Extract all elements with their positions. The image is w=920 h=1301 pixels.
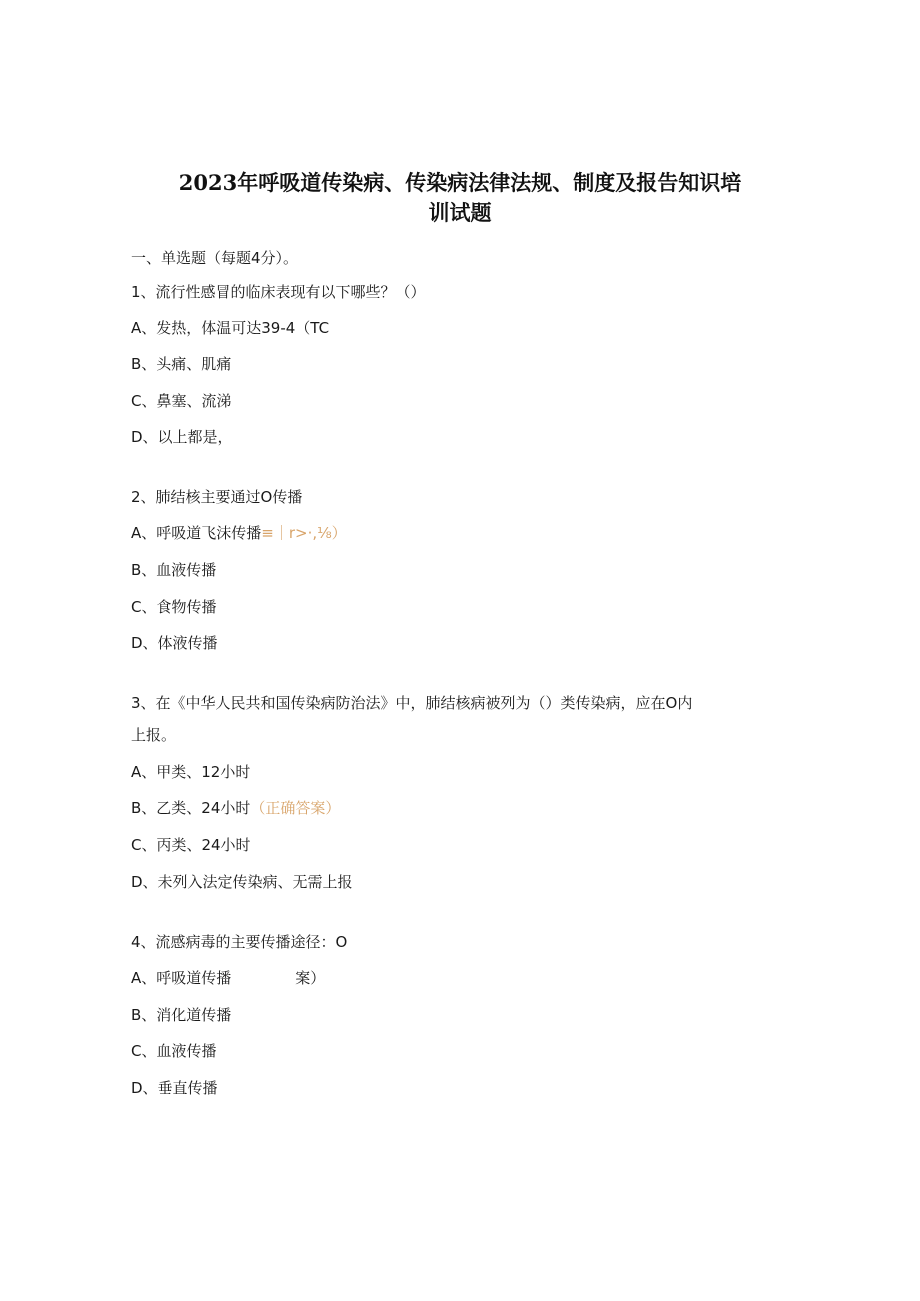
option-text: B、消化道传播 bbox=[131, 1006, 232, 1024]
answer-note: （正确答案） bbox=[250, 799, 341, 817]
question-2-stem: 2、肺结核主要通过O传播 bbox=[131, 488, 303, 506]
question-1-option-b bbox=[131, 353, 231, 375]
option-text: D、体液传播 bbox=[131, 634, 218, 652]
question-1-option-d bbox=[131, 426, 233, 448]
option-text: D、以上都是， bbox=[131, 428, 233, 446]
option-text: D、垂直传播 bbox=[131, 1079, 218, 1097]
option-text: B、头痛、肌痛 bbox=[131, 355, 232, 373]
question-1-option-c bbox=[131, 390, 231, 412]
option-text: A、呼吸道飞沫传播 bbox=[131, 524, 262, 542]
document-title-line-1: 2023年呼吸道传染病、传染病法律法规、制度及报告知识培 bbox=[178, 170, 742, 195]
question-2-option-b bbox=[131, 559, 216, 581]
question-3-option-a bbox=[131, 761, 250, 783]
question-4-option-a bbox=[131, 967, 325, 989]
question-3-stem-line-1: 3、在《中华人民共和国传染病防治法》中，肺结核病被列为（）类传染病，应在O内 bbox=[131, 694, 693, 712]
option-text: C、丙类、24小时 bbox=[131, 836, 251, 854]
question-2-option-c bbox=[131, 596, 216, 618]
option-text: A、呼吸道传播 bbox=[131, 969, 232, 987]
option-text: C、食物传播 bbox=[131, 598, 217, 616]
question-3-stem-line-2: 上报。 bbox=[131, 726, 177, 744]
option-text: A、甲类、12小时 bbox=[131, 763, 251, 781]
question-4-option-c bbox=[131, 1040, 216, 1062]
option-text: A、发热，体温可达39-4（TC bbox=[131, 319, 330, 337]
question-4-option-b bbox=[131, 1004, 231, 1026]
answer-note: 案） bbox=[295, 969, 326, 987]
option-text: D、未列入法定传染病、无需上报 bbox=[131, 873, 353, 891]
option-text: B、血液传播 bbox=[131, 561, 217, 579]
option-text: C、血液传播 bbox=[131, 1042, 217, 1060]
question-3-option-d bbox=[131, 871, 353, 893]
option-text: C、鼻塞、流涕 bbox=[131, 392, 232, 410]
answer-note: ≡｜r>·,⅛） bbox=[261, 524, 347, 542]
document-title-line-2: 训试题 bbox=[428, 200, 492, 225]
question-2-option-d bbox=[131, 632, 218, 654]
question-4-stem: 4、流感病毒的主要传播途径：O bbox=[131, 933, 348, 951]
question-1-option-a bbox=[131, 317, 329, 339]
question-3-option-b bbox=[131, 797, 340, 819]
section-heading: 一、单选题（每题4分）。 bbox=[131, 249, 299, 267]
question-3-option-c bbox=[131, 834, 251, 856]
question-2-option-a bbox=[131, 522, 347, 544]
question-1-stem: 1、流行性感冒的临床表现有以下哪些？（） bbox=[131, 283, 426, 301]
question-4-option-d bbox=[131, 1077, 218, 1099]
option-text: B、乙类、24小时 bbox=[131, 799, 251, 817]
